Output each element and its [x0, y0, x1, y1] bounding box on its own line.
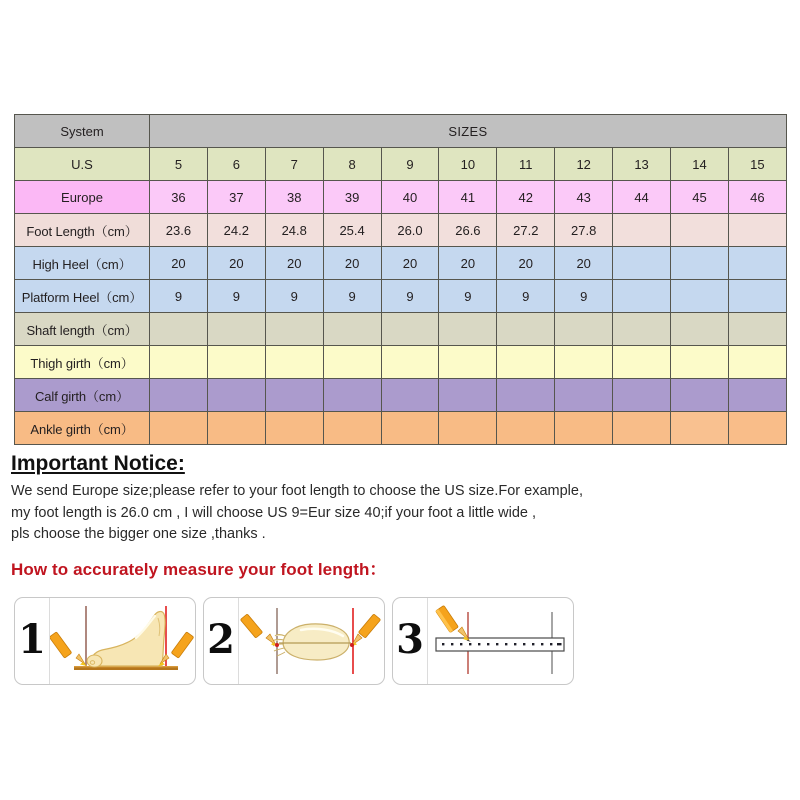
- cell-foot-length-4: 26.0: [381, 214, 439, 247]
- notice-line-2: my foot length is 26.0 cm , I will choose US 9=Eur size 40;if your foot a little wide ,: [11, 504, 537, 521]
- cell-shaft-length-3: [323, 313, 381, 346]
- cell-shaft-length-2: [265, 313, 323, 346]
- cell-us-8: 13: [613, 148, 671, 181]
- cell-europe-4: 40: [381, 181, 439, 214]
- table-row-us: [15, 148, 787, 181]
- notice-line-1: We send Europe size;please refer to your foot length to choose the US size.For example,: [11, 483, 583, 499]
- size-chart-table: [14, 114, 787, 445]
- cell-us-1: 6: [207, 148, 265, 181]
- cell-thigh-girth-5: [439, 346, 497, 379]
- important-notice-body: [11, 481, 711, 546]
- cell-ankle-girth-1: [207, 412, 265, 445]
- cell-calf-girth-7: [555, 379, 613, 412]
- row-label-platform-heel: Platform Heel（cm）: [15, 280, 150, 313]
- cell-europe-8: 44: [613, 181, 671, 214]
- cell-us-7: 12: [555, 148, 613, 181]
- cell-foot-length-8: [613, 214, 671, 247]
- cell-shaft-length-4: [381, 313, 439, 346]
- cell-thigh-girth-6: [497, 346, 555, 379]
- cell-us-4: 9: [381, 148, 439, 181]
- cell-high-heel-3: 20: [323, 247, 381, 280]
- cell-europe-0: 36: [150, 181, 208, 214]
- cell-thigh-girth-1: [207, 346, 265, 379]
- cell-platform-heel-9: [671, 280, 729, 313]
- step-number-2: 2: [207, 616, 235, 663]
- cell-us-2: 7: [265, 148, 323, 181]
- cell-calf-girth-4: [381, 379, 439, 412]
- row-label-foot-length: Foot Length（cm）: [15, 214, 150, 247]
- size-chart-table-container: [14, 114, 786, 445]
- measure-step-panel-1: [14, 597, 196, 685]
- cell-foot-length-0: 23.6: [150, 214, 208, 247]
- important-notice-title: Important Notice:: [11, 452, 185, 475]
- step-number-3: 3: [396, 616, 424, 663]
- cell-platform-heel-3: 9: [323, 280, 381, 313]
- step-number-1: 1: [18, 616, 46, 663]
- how-to-measure-title: How to accurately measure your foot length：: [11, 560, 387, 579]
- cell-foot-length-2: 24.8: [265, 214, 323, 247]
- cell-shaft-length-1: [207, 313, 265, 346]
- cell-shaft-length-10: [728, 313, 786, 346]
- cell-foot-length-7: 27.8: [555, 214, 613, 247]
- cell-thigh-girth-7: [555, 346, 613, 379]
- cell-shaft-length-0: [150, 313, 208, 346]
- cell-platform-heel-4: 9: [381, 280, 439, 313]
- cell-europe-9: 45: [671, 181, 729, 214]
- cell-high-heel-1: 20: [207, 247, 265, 280]
- cell-calf-girth-8: [613, 379, 671, 412]
- row-label-europe: Europe: [15, 181, 150, 214]
- cell-europe-7: 43: [555, 181, 613, 214]
- cell-europe-5: 41: [439, 181, 497, 214]
- cell-platform-heel-8: [613, 280, 671, 313]
- cell-ankle-girth-3: [323, 412, 381, 445]
- cell-europe-6: 42: [497, 181, 555, 214]
- cell-ankle-girth-0: [150, 412, 208, 445]
- measure-step-panel-2: [203, 597, 385, 685]
- cell-shaft-length-7: [555, 313, 613, 346]
- cell-platform-heel-7: 9: [555, 280, 613, 313]
- cell-ankle-girth-4: [381, 412, 439, 445]
- table-row-foot-length: [15, 214, 787, 247]
- cell-thigh-girth-9: [671, 346, 729, 379]
- ruler-measure-icon: [428, 598, 574, 684]
- cell-foot-length-5: 26.6: [439, 214, 497, 247]
- cell-ankle-girth-8: [613, 412, 671, 445]
- cell-us-3: 8: [323, 148, 381, 181]
- cell-foot-length-3: 25.4: [323, 214, 381, 247]
- table-row-thigh-girth: [15, 346, 787, 379]
- cell-shaft-length-6: [497, 313, 555, 346]
- table-row-system-header: [15, 115, 787, 148]
- cell-thigh-girth-8: [613, 346, 671, 379]
- cell-shaft-length-5: [439, 313, 497, 346]
- cell-thigh-girth-4: [381, 346, 439, 379]
- row-label-high-heel: High Heel（cm）: [15, 247, 150, 280]
- cell-ankle-girth-5: [439, 412, 497, 445]
- cell-platform-heel-5: 9: [439, 280, 497, 313]
- cell-high-heel-9: [671, 247, 729, 280]
- cell-high-heel-2: 20: [265, 247, 323, 280]
- row-label-us: U.S: [15, 148, 150, 181]
- table-row-shaft-length: [15, 313, 787, 346]
- cell-shaft-length-8: [613, 313, 671, 346]
- row-label-thigh-girth: Thigh girth（cm）: [15, 346, 150, 379]
- cell-calf-girth-3: [323, 379, 381, 412]
- cell-shaft-length-9: [671, 313, 729, 346]
- cell-foot-length-6: 27.2: [497, 214, 555, 247]
- cell-europe-2: 38: [265, 181, 323, 214]
- cell-high-heel-7: 20: [555, 247, 613, 280]
- cell-ankle-girth-7: [555, 412, 613, 445]
- row-label-shaft-length: Shaft length（cm）: [15, 313, 150, 346]
- cell-us-10: 15: [728, 148, 786, 181]
- cell-us-6: 11: [497, 148, 555, 181]
- cell-thigh-girth-2: [265, 346, 323, 379]
- cell-high-heel-8: [613, 247, 671, 280]
- cell-thigh-girth-0: [150, 346, 208, 379]
- cell-high-heel-5: 20: [439, 247, 497, 280]
- table-row-high-heel: [15, 247, 787, 280]
- cell-platform-heel-1: 9: [207, 280, 265, 313]
- cell-calf-girth-9: [671, 379, 729, 412]
- table-row-ankle-girth: [15, 412, 787, 445]
- cell-us-5: 10: [439, 148, 497, 181]
- cell-platform-heel-6: 9: [497, 280, 555, 313]
- cell-us-9: 14: [671, 148, 729, 181]
- table-row-europe: [15, 181, 787, 214]
- cell-platform-heel-2: 9: [265, 280, 323, 313]
- cell-ankle-girth-6: [497, 412, 555, 445]
- cell-europe-10: 46: [728, 181, 786, 214]
- cell-calf-girth-6: [497, 379, 555, 412]
- row-label-calf-girth: Calf girth（cm）: [15, 379, 150, 412]
- cell-calf-girth-0: [150, 379, 208, 412]
- cell-high-heel-10: [728, 247, 786, 280]
- cell-calf-girth-10: [728, 379, 786, 412]
- cell-foot-length-9: [671, 214, 729, 247]
- measure-steps-container: [14, 597, 594, 685]
- cell-thigh-girth-3: [323, 346, 381, 379]
- cell-calf-girth-1: [207, 379, 265, 412]
- cell-platform-heel-10: [728, 280, 786, 313]
- cell-europe-3: 39: [323, 181, 381, 214]
- header-sizes-label: SIZES: [150, 115, 787, 148]
- cell-thigh-girth-10: [728, 346, 786, 379]
- cell-europe-1: 37: [207, 181, 265, 214]
- notice-line-3: pls choose the bigger one size ,thanks .: [11, 526, 266, 542]
- cell-high-heel-6: 20: [497, 247, 555, 280]
- cell-us-0: 5: [150, 148, 208, 181]
- header-system-label: System: [15, 115, 150, 148]
- cell-high-heel-4: 20: [381, 247, 439, 280]
- measure-step-panel-3: [392, 597, 574, 685]
- cell-high-heel-0: 20: [150, 247, 208, 280]
- cell-foot-length-10: [728, 214, 786, 247]
- cell-calf-girth-5: [439, 379, 497, 412]
- cell-ankle-girth-9: [671, 412, 729, 445]
- table-row-calf-girth: [15, 379, 787, 412]
- cell-ankle-girth-2: [265, 412, 323, 445]
- foot-side-view-with-pencils-icon: [50, 598, 196, 684]
- foot-top-view-with-pencils-icon: [239, 598, 385, 684]
- row-label-ankle-girth: Ankle girth（cm）: [15, 412, 150, 445]
- cell-ankle-girth-10: [728, 412, 786, 445]
- cell-calf-girth-2: [265, 379, 323, 412]
- cell-foot-length-1: 24.2: [207, 214, 265, 247]
- cell-platform-heel-0: 9: [150, 280, 208, 313]
- table-row-platform-heel: [15, 280, 787, 313]
